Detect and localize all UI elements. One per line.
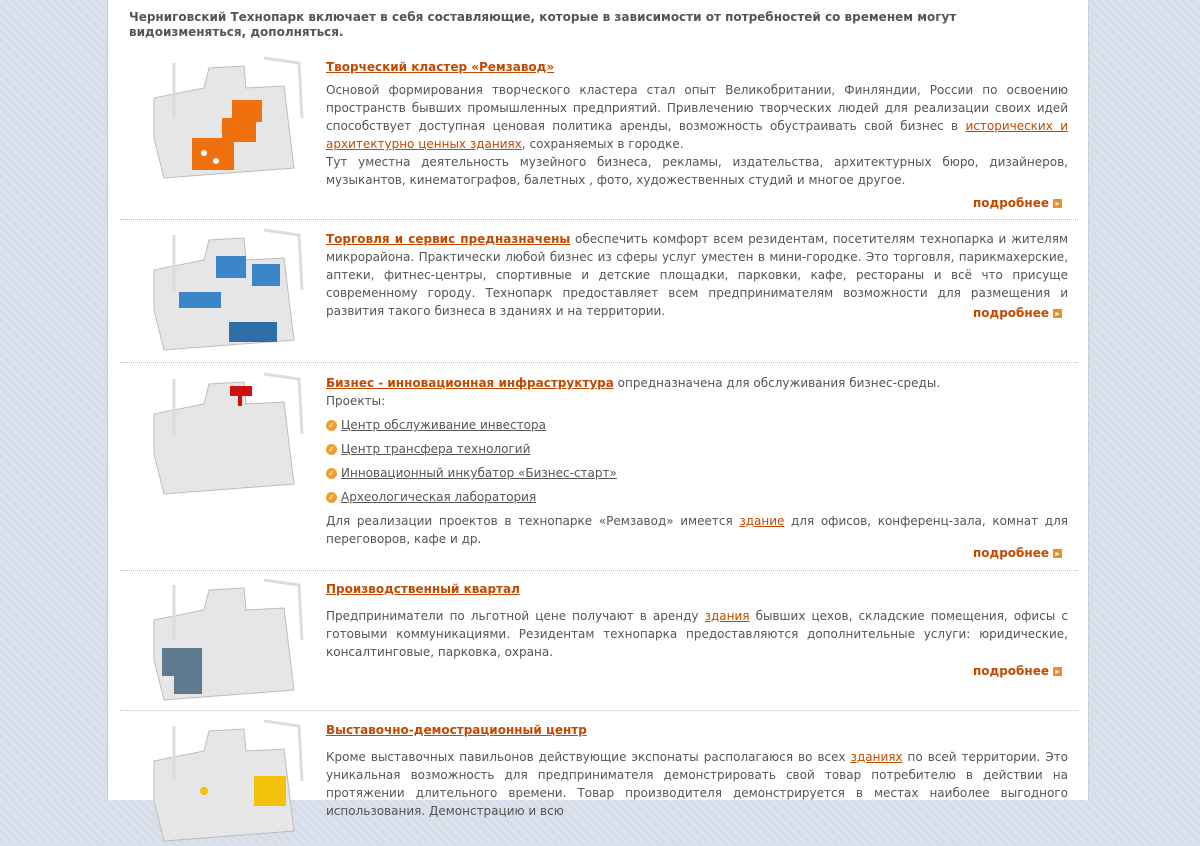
more-label: подробнее bbox=[972, 546, 1049, 560]
building-link[interactable]: здание bbox=[739, 514, 785, 528]
list-item[interactable]: ✓ Археологическая лаборатория bbox=[326, 485, 1068, 509]
more-link[interactable] bbox=[973, 664, 1062, 678]
more-link[interactable] bbox=[973, 546, 1062, 560]
map-thumbnail-production bbox=[134, 580, 304, 705]
buildings-link[interactable]: зданиях bbox=[850, 750, 903, 764]
divider bbox=[120, 570, 1078, 571]
projects-label: Проекты: bbox=[326, 394, 386, 408]
paragraph-text: Предприниматели по льготной цене получают в аренду bbox=[326, 609, 705, 623]
section-title-link[interactable]: Торговля и сервис предназначены bbox=[326, 232, 571, 246]
paragraph-text: Основой формирования творческого кластера стал опыт Великобритании, Финляндии, России по освоению пространств бывших промышленных предприятий. Привлечению творческих людей для реализации своих идей способствует доступная ценовая политика аренды, возможность обустраивать свой бизнес в bbox=[326, 83, 1068, 133]
arrow-right-icon: ▸ bbox=[1053, 309, 1062, 318]
section-creative-cluster bbox=[120, 58, 1078, 218]
historic-buildings-link[interactable]: исторических и архитектурно ценных зданиях bbox=[326, 119, 1068, 151]
more-link[interactable] bbox=[973, 196, 1062, 210]
section-title-link[interactable]: Творческий кластер «Ремзавод» bbox=[326, 60, 555, 74]
check-icon: ✓ bbox=[326, 468, 337, 479]
section-business-infrastructure bbox=[120, 374, 1078, 564]
page-container bbox=[107, 0, 1089, 818]
paragraph-text: бывших цехов, складские помещения, офисы с готовыми коммуникациями. Резидентам технопарка предоставляются дополнительные услуги: юридические, консалтинговые, парковка, охрана. bbox=[326, 609, 1068, 659]
check-icon: ✓ bbox=[326, 492, 337, 503]
divider bbox=[120, 219, 1078, 220]
more-link[interactable] bbox=[973, 306, 1062, 320]
section-exhibition-center bbox=[120, 721, 1078, 818]
paragraph-text: Для реализации проектов в технопарке «Ремзавод» имеется bbox=[326, 514, 740, 528]
arrow-right-icon: ▸ bbox=[1053, 199, 1062, 208]
paragraph-text: опредназначена для обслуживания бизнес-среды. bbox=[613, 376, 941, 390]
check-icon: ✓ bbox=[326, 420, 337, 431]
more-label: подробнее bbox=[972, 306, 1049, 320]
paragraph-text: для офисов, конференц-зала, комнат для переговоров, кафе и др. bbox=[326, 514, 1068, 546]
section-content bbox=[326, 580, 1068, 661]
more-label: подробнее bbox=[972, 664, 1049, 678]
map-thumbnail-exhibition bbox=[134, 721, 304, 846]
more-label: подробнее bbox=[972, 196, 1049, 210]
paragraph-text: по всей территории. Это уникальная возможность для предпринимателя демонстрировать свой товар потребителю в действии на протяжении длительного времени. Товар производителя демонстрируется в местах наиболее выгодного использования. Демонстрацию и всю bbox=[326, 750, 1068, 818]
projects-list bbox=[326, 413, 1068, 509]
paragraph-text: , сохраняемых в городке. bbox=[521, 137, 684, 151]
section-content bbox=[326, 374, 1068, 548]
section-content bbox=[326, 230, 1068, 320]
paragraph-text: Тут уместна деятельность музейного бизнеса, рекламы, издательства, архитектурных бюро, дизайнеров, музыкантов, кинематографов, балетных , фото, художественных студий и многое другое. bbox=[326, 155, 1068, 187]
map-thumbnail-creative bbox=[134, 58, 304, 183]
section-title-link[interactable]: Производственный квартал bbox=[326, 582, 520, 596]
check-icon: ✓ bbox=[326, 444, 337, 455]
arrow-right-icon: ▸ bbox=[1053, 549, 1062, 558]
section-title-link[interactable]: Бизнес - инновационная инфраструктура bbox=[326, 376, 614, 390]
section-content bbox=[326, 721, 1068, 820]
section-content bbox=[326, 58, 1068, 189]
list-item[interactable]: ✓ Инновационный инкубатор «Бизнес-старт» bbox=[326, 461, 1068, 485]
paragraph-text: обеспечить комфорт всем резидентам, посетителям технопарка и жителям микрорайона. Практически любой бизнес из сферы услуг уместен в мини-городке. Это торговля, парикмахерские, аптеки, фитнес-центры, спортивные и детские площадки, парковки, кафе, рестораны и всё что присуще современному городу. Технопарк предоставляет всем предпринимателям возможности для размещения и развития такого бизнеса в зданиях и на территории. bbox=[326, 232, 1068, 318]
list-item[interactable]: ✓ Центр трансфера технологий bbox=[326, 437, 1068, 461]
divider bbox=[120, 710, 1078, 711]
intro-text: Черниговский Технопарк включает в себя составляющие, которые в зависимости от потребностей со временем могут видоизменяться, дополняться. bbox=[129, 10, 957, 39]
buildings-link[interactable]: здания bbox=[704, 609, 750, 623]
paragraph-text: Кроме выставочных павильонов действующие экспонаты располагаюся во всех bbox=[326, 750, 851, 764]
divider bbox=[120, 362, 1078, 363]
map-thumbnail-trade bbox=[134, 230, 304, 355]
section-title-link[interactable]: Выставочно-демострационный центр bbox=[326, 723, 587, 737]
section-trade-service bbox=[120, 230, 1078, 360]
section-production-quarter bbox=[120, 580, 1078, 708]
map-thumbnail-business bbox=[134, 374, 304, 499]
list-item[interactable]: ✓ Центр обслуживание инвестора bbox=[326, 413, 1068, 437]
arrow-right-icon: ▸ bbox=[1053, 667, 1062, 676]
